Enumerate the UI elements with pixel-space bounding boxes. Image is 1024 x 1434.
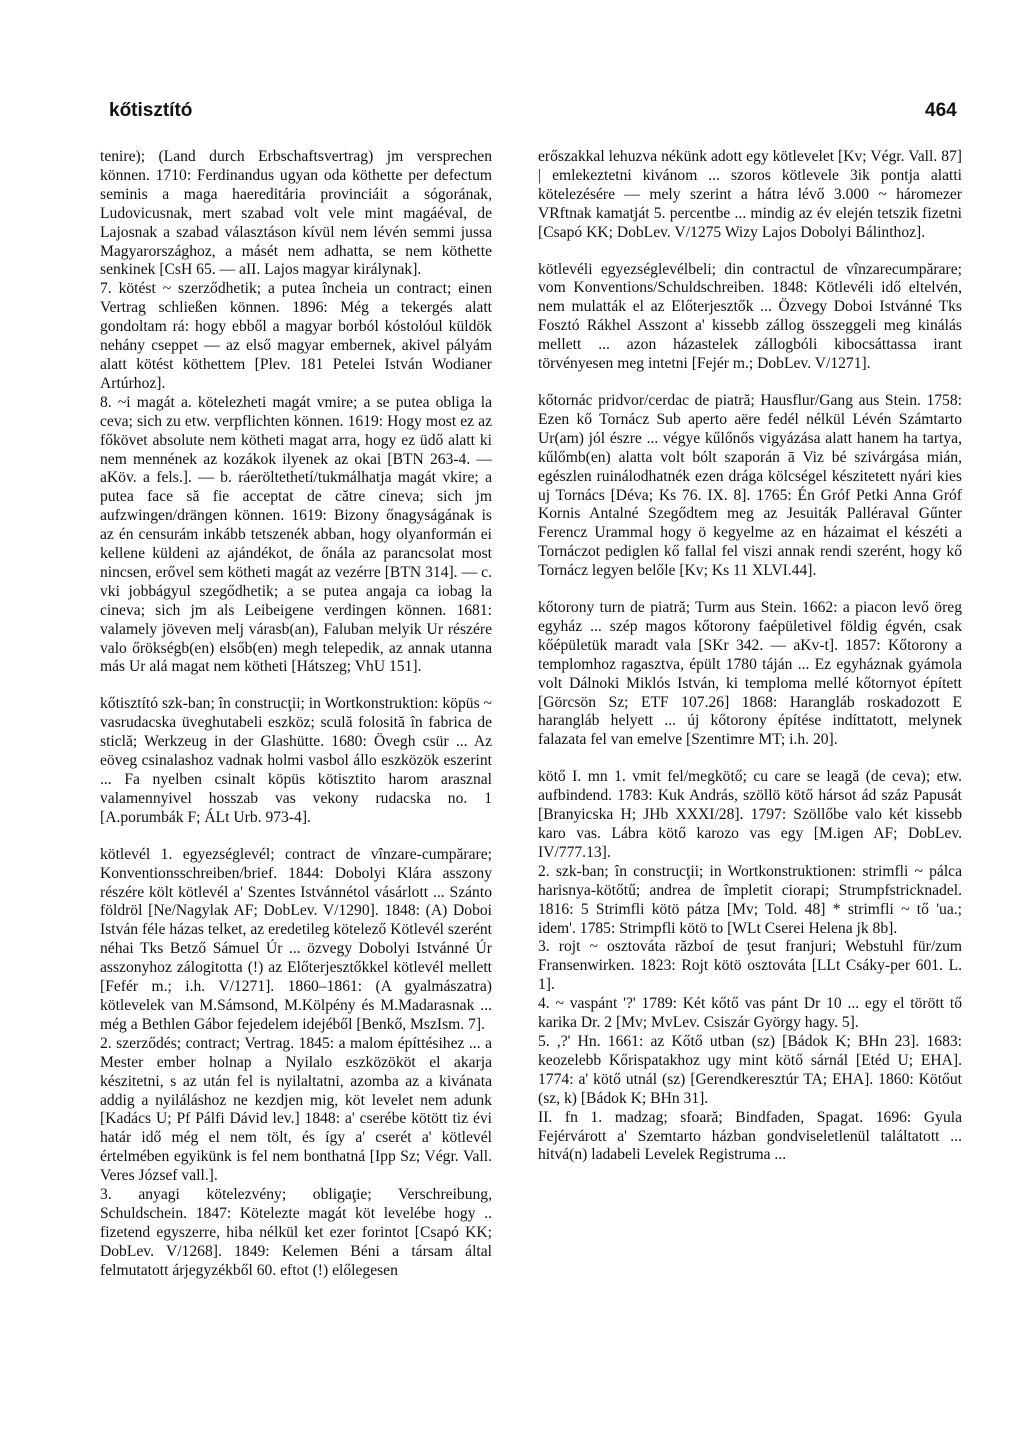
entry-kotisztito: kőtisztító szk-ban; în construcţii; in Wortkonstruktion: köpüs ~ vasrudacska üveghutabeli eszköz; sculă folosită în fabrica de sticlă; Werkzeug in der Glashütte. 1680: Övegh csür ... Az eöveg csinalashoz vadnak holmi vasbol állo eszközök eszerint ... Fa nyelben csinalt köpüs kötisztito harom arasznal valamennyivel hosszab vas vekony rudacska no. 1 [A.porumbák F; ÁLt Urb. 973-4].	[100, 695, 492, 826]
running-headword: kőtisztító	[109, 100, 193, 121]
entry-paragraph: 7. kötést ~ szerződhetik; a putea încheia un contract; einen Vertrag schließen können. 1896: Még a tekergés alatt gondoltam rá: hogy ebből a magyar borból kóstolóul küldök nehány cseppet — az első magyar embernek, akivel pályám alatt kötést köthettem [Plev. 181 Petelei István Wodianer Artúrhoz].	[100, 280, 492, 392]
entry-paragraph: 8. ~i magát a. kötelezheti magát vmire; a se putea obliga la ceva; sich zu etw. verpflichten können. 1619: Hogy most ez az főkövet absolute nem kötheti magat arra, hogy ez üdő alatt ki nem mennének az kozákok ilyenek az okai [BTN 263-4. — aKöv. a fels.]. — b. ráeröltethetí/tukmálhatja magát vkire; a putea face să fie acceptat de către cineva; sich jm aufzwingen/drängen können. 1619: Bizony őnagyságának is az én censurám inkább tetszenék abban, hogy olyanformán ei kellene küldeni az ajándékot, de őnála az parancsolat most nincsen, erővel sem kötheti magát az vezérre [BTN 314]. — c. vki jobbágyul szegődhetik; a se putea angaja ca iobag la cineva; sich jm als Leibeigene verdingen können. 1681: valamely jöveven melj várasb(an), Faluban melyik Ur részére valo őrökségb(en) elsőb(en) megh telepedik, az annak utanna más Ur alá magat nem kötheti [Hátszeg; VhU 151].	[100, 393, 492, 676]
right-column	[538, 148, 962, 1165]
entry-kotleveli: kötlevéli egyezséglevélbeli; din contractul de vînzarecumpărare; vom Konventions/Schuldschreiben. 1848: Kötlevéli idő eltelvén, nem mulatták el az Előterjesztők ... Özvegy Doboi Istvánné Tks Fosztó Rákhel Asszont a' kissebb zállog összeggeli meg kinálás mellett ... azon házastelek zállogbóli kibocsáttassa irant törvényesen meg intetni [Fejér m.; DobLev. V/1271].	[538, 260, 962, 373]
page-number: 464	[925, 100, 957, 121]
entry-paragraph: 5. ,?' Hn. 1661: az Kőtő utban (sz) [Bádok K; BHn 23]. 1683: keozelebb Kőrispatakhoz ugy mint kötő sárnál [Etéd U; EHA]. 1774: a' kötő utnál (sz) [Gerendkeresztúr TA; EHA]. 1860: Kötőut (sz, k) [Bádok K; BHn 31].	[538, 1032, 962, 1107]
entry-kotlevel: kötlevél 1. egyezséglevél; contract de vînzare-cumpărare; Konventionsschreiben/brief. 1844: Dobolyi Klára asszony részére költ kötlevél a' Szentes Istvánnétol vásárlott ... Szánto földröl [Ne/Nagylak AF; DobLev. V/1290]. 1848: (A) Doboi István féle házas telket, az eredetileg kötelező Kötlevél szerént néhai Tks Betző Sámuel Úr ... özvegy Dobolyi Istvánné Úr asszonyhoz zálogitotta (!) az Előterjesztőkkel kötlevél mellett [Fefér m.; i.h. V/1271]. 1860–1861: (A gyalmászatra) kötlevelek van M.Sámsond, M.Kölpény és M.Madarasnak ... még a Bethlen Gábor fejedelem idejéből [Benkő, MszIsm. 7].	[100, 845, 492, 1033]
entry-paragraph: tenire); (Land durch Erbschaftsvertrag) jm versprechen können. 1710: Ferdinandus ugyan oda köthette per defectum seminis a maga haereditária provinciáit a sógorának, Ludovicusnak, mert szabad volt vele mint magáéval, de Lajosnak a szabad választáson kívül nem lévén semmi jussa Magyarországhoz, a másét nem adhatta, se nem köthette senkinek [CsH 65. — aII. Lajos magyar királynak].	[100, 148, 492, 279]
left-column	[100, 148, 492, 1281]
entry-koto: kötő I. mn 1. vmit fel/megkötő; cu care se leagă (de ceva); etw. aufbindend. 1783: Kuk András, szöllö kötő hársot ád száz Papusát [Branyicska H; JHb XXXI/28]. 1797: Szöllőbe valo két kissebb karo vas. Lábra kötő karozo vas egy [M.igen AF; DobLev. IV/777.13].	[538, 768, 962, 861]
entry-paragraph: 3. rojt ~ osztováta războí de ţesut franjuri; Webstuhl für/zum Fransenwirken. 1823: Rojt kötö osztováta [LLt Csáky-per 601. L. 1].	[538, 938, 962, 994]
entry-paragraph: 3. anyagi kötelezvény; obligaţie; Verschreibung, Schuldschein. 1847: Kötelezte magát köt levelébe hogy .. fizetend egyszerre, hiba nélkül ket ezer forintot [Csapó KK; DobLev. V/1268]. 1849: Kelemen Béni a társam által felmutatott árjegyzékből 60. eftot (!) előlegesen	[100, 1186, 492, 1279]
entry-paragraph: 2. szerződés; contract; Vertrag. 1845: a malom építtésihez ... a Mester ember holnap a Nyilalo eszközököt el akarja készitetni, s az után fel is nyilaltatni, azomba az a kivánata addig a nyiláláshoz ne kezdjen mig, köt levelet nem adunk [Kadács U; Pf Pálfi Dávid lev.] 1848: a' cserébe kötött tiz évi határ idő még el nem tölt, és így a' cserét a' kötlevél értelmében egyikünk is fel nem bonthatná [Ipp Sz; Végr. Vall. Veres József vall.].	[100, 1034, 492, 1185]
entry-kotorony: kőtorony turn de piatră; Turm aus Stein. 1662: a piacon levő öreg egyház ... szép magos kőtorony faépületivel földig égvén, csak kőépületük maradt vala [SKr 342. — aKv-t]. 1857: Kőtorony a templomhoz ragasztva, épült 1780 táján ... Ez egyháznak gyámola volt Dálnoki Miklós István, ki temploma mellé kőtornyot épített [Görcsön Sz; ETF 107.26] 1868: Harangláb roskadozott E harangláb helyett ... új kőtorony építése indíttatott, melynek falazata fel van emelve [Szentimre MT; i.h. 20].	[538, 599, 962, 749]
entry-paragraph: erőszakkal lehuzva nékünk adott egy kötlevelet [Kv; Végr. Vall. 87] | emlekeztetni kivánom ... szoros kötlevele 3ik pontja alatti kötelezésére — mely szerint a hátra lévő 3.000 ~ háromezer VRftnak kamatját 5. percentbe ... mindig az év elején tetszik fizetni [Csapó KK; DobLev. V/1275 Wizy Lajos Dobolyi Bálinthoz].	[538, 148, 962, 241]
entry-kotornac: kőtornác pridvor/cerdac de piatră; Hausflur/Gang aus Stein. 1758: Ezen kő Tornácz Sub aperto aëre fedél nélkül Lévén Számtarto Ur(am) jól észre ... végye kűlőnős vigyázása alatt hanem ha tartya, kűlőmb(en) alatta volt bólt szaporán ā Viz bé szivárgása mián, egészlen ruinálodhatnék ezen drága kölcségel készitetett nyári kies uj Tornács [Déva; Ks 76. IX. 8]. 1765: Én Gróf Petki Anna Gróf Kornis Antalné Szegődtem meg az Jesuiták Palléraval Gűnter Ferencz Urammal hogy ö kegyelme az en házaimat el készéti a Tornáczot pediglen kő fallal fel viszi annak rendi szerént, hogy kő Tornácz legyen belőle [Kv; Ks 11 XLVI.44].	[538, 391, 962, 580]
entry-paragraph: 4. ~ vaspánt '?' 1789: Két kőtő vas pánt Dr 10 ... egy el törött tő karika Dr. 2 [Mv; MvLev. Csiszár György hagy. 5].	[538, 995, 962, 1032]
entry-paragraph: II. fn 1. madzag; sfoară; Bindfaden, Spagat. 1696: Gyula Fejérvárott a' Szemtarto házban gondviseletlenül találtatott ... hitvá(n) ladabeli Levelek Registruma ...	[538, 1108, 962, 1164]
entry-paragraph: 2. szk-ban; în construcţii; in Wortkonstruktionen: strimfli ~ pálca harisnya-kötőtű; andrea de împletit ciorapi; Strumpfstricknadel. 1816: 5 Strimfli kötö pátza [Mv; Told. 48] * strimfli ~ tő 'ua.; idem'. 1785: Strimpfli kötö to [WLt Cserei Helena jk 8b].	[538, 862, 962, 937]
